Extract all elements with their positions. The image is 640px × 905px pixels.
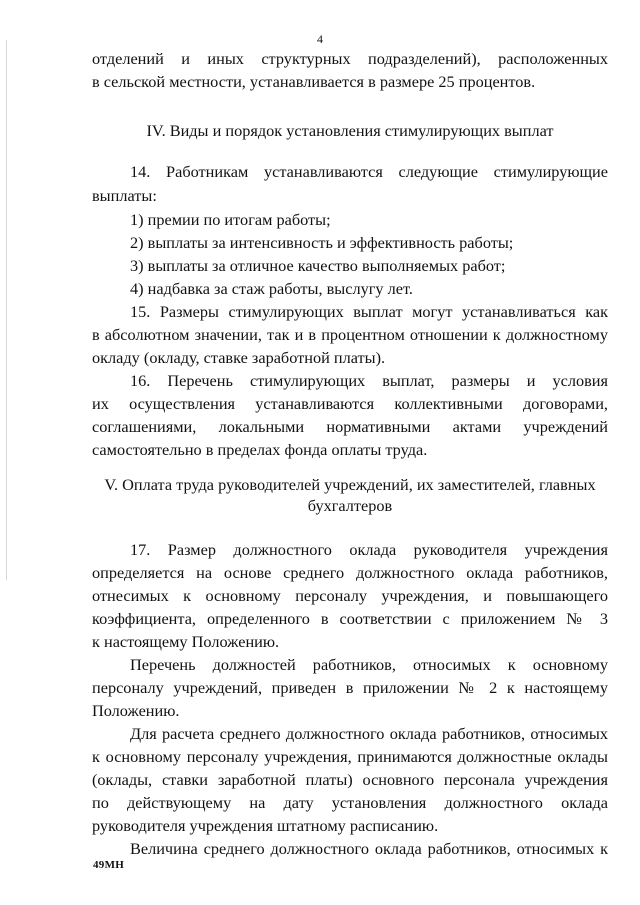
page-number: 4 [317, 32, 323, 46]
paragraph-line: отнесимых к основному персоналу учреждения, и повышающего [92, 586, 608, 605]
paragraph-line: руководителя учреждения штатному расписанию. [92, 816, 439, 835]
paragraph-line: (оклады, ставки заработной платы) основного персонала учреждения [92, 770, 608, 789]
paragraph-line: к основному персоналу учреждения, принимаются должностные оклады [92, 747, 608, 766]
paragraph-line: Для расчета среднего должностного оклада работников, относимых [130, 724, 608, 743]
section-heading: IV. Виды и порядок установления стимулирующих выплат [146, 121, 554, 140]
paragraph-line: соглашениями, локальными нормативными актами учреждений [92, 417, 608, 436]
section-heading: бухгалтеров [307, 496, 393, 515]
paragraph-line: персоналу учреждений, приведен в приложении № 2 к настоящему [92, 678, 608, 697]
paragraph-line: определяется на основе среднего должностного оклада работников, [92, 563, 608, 582]
footer-code: 49МН [93, 859, 125, 871]
paragraph-line: в абсолютном значении, так и в процентном отношении к должностному [92, 325, 608, 344]
paragraph-line: 17. Размер должностного оклада руководителя учреждения [130, 540, 608, 559]
section-heading: V. Оплата труда руководителей учреждений, их заместителей, главных [104, 475, 596, 494]
list-item: 1) премии по итогам работы; [130, 210, 331, 229]
text-line: в сельской местности, устанавливается в размере 25 процентов. [92, 72, 536, 91]
list-item: 4) надбавка за стаж работы, выслугу лет. [130, 279, 413, 298]
paragraph-line: по действующему на дату установления должностного оклада [92, 793, 608, 812]
paragraph-line: к настоящему Положению. [92, 632, 280, 651]
paragraph-line: коэффициента, определенного в соответствии с приложением № 3 [92, 609, 608, 628]
paragraph-line: выплаты: [92, 186, 157, 205]
list-item: 2) выплаты за интенсивность и эффективность работы; [130, 233, 514, 252]
text-line: отделений и иных структурных подразделений), расположенных [92, 49, 608, 68]
paragraph-line: Величина среднего должностного оклада работников, относимых к [130, 839, 608, 858]
paragraph-line: 14. Работникам устанавливаются следующие стимулирующие [130, 162, 608, 181]
paragraph-line: 16. Перечень стимулирующих выплат, размеры и условия [130, 371, 608, 390]
paragraph-line: их осуществления устанавливаются коллективными договорами, [92, 394, 608, 413]
paragraph-line: окладу (окладу, ставке заработной платы). [92, 348, 386, 367]
paragraph-line: Положению. [92, 701, 180, 720]
list-item: 3) выплаты за отличное качество выполняемых работ; [130, 256, 506, 275]
scan-margin-line [6, 40, 7, 580]
paragraph-line: Перечень должностей работников, относимых к основному [130, 655, 608, 674]
paragraph-line: самостоятельно в пределах фонда оплаты труда. [92, 440, 428, 459]
paragraph-line: 15. Размеры стимулирующих выплат могут устанавливаться как [130, 302, 608, 321]
